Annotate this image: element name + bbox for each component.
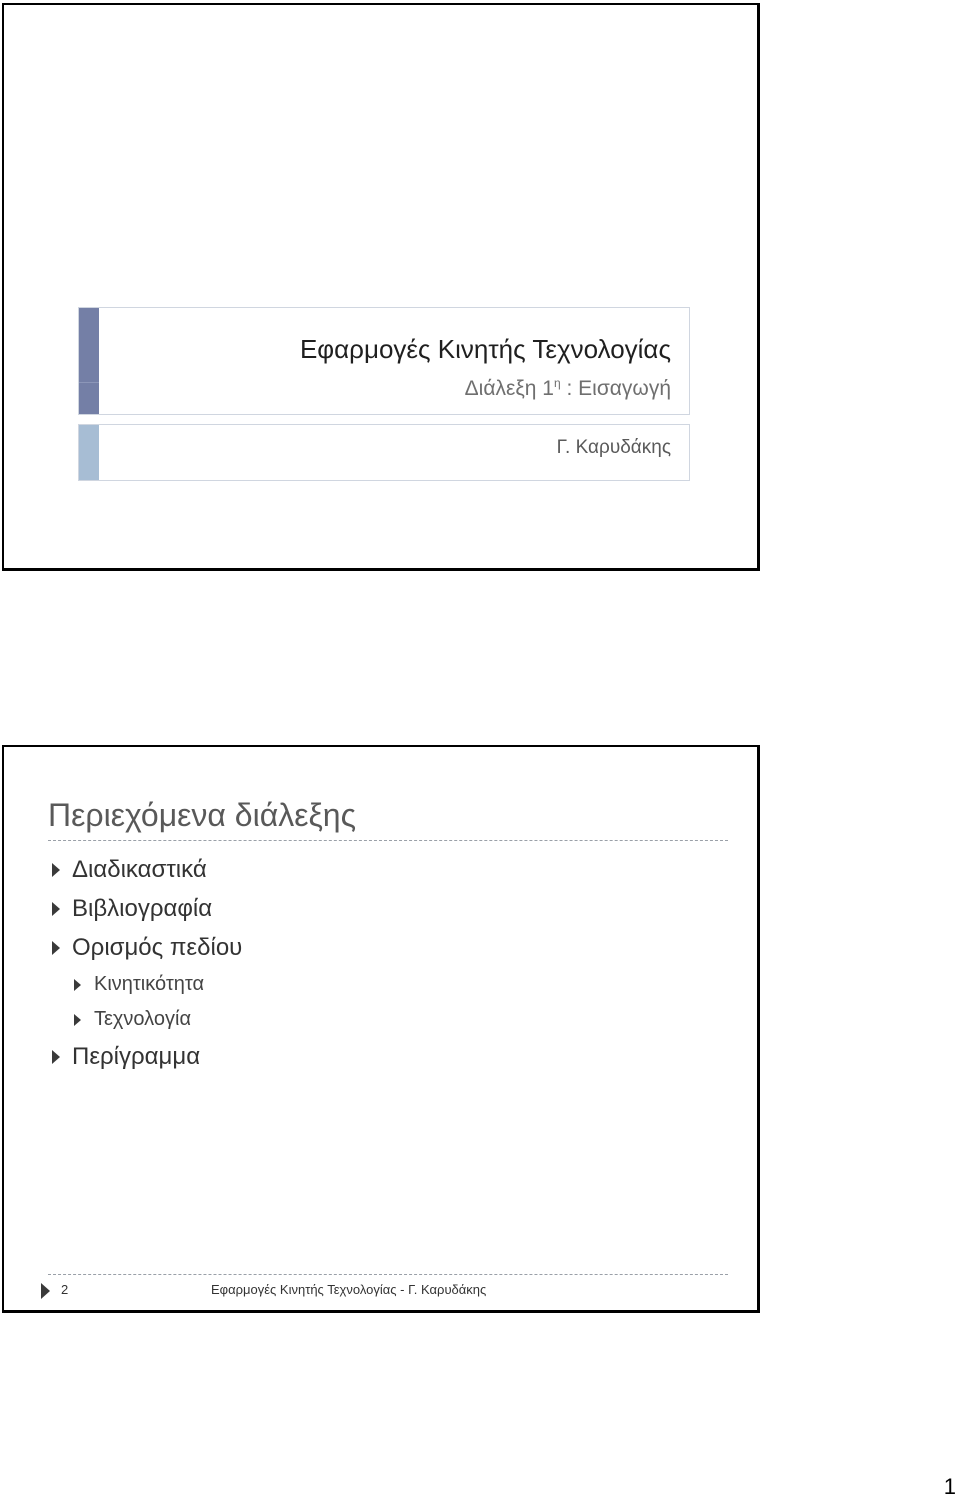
author-box	[78, 424, 690, 481]
bullet-label: Τεχνολογία	[94, 1008, 192, 1030]
title-accent-bar	[79, 308, 99, 414]
bullet-label: Ορισμός πεδίου	[72, 934, 243, 961]
bullet-label: Κινητικότητα	[94, 973, 205, 995]
sub-bullet-item	[48, 1002, 242, 1037]
bullet-arrow-icon	[52, 902, 60, 916]
bullet-item	[48, 928, 242, 967]
slide-title: Εφαρμογές Κινητής Τεχνολογίας	[299, 334, 671, 364]
slide-subtitle	[465, 376, 671, 401]
bullet-label: Διαδικαστικά	[72, 856, 207, 883]
author-name: Γ. Καρυδάκης	[556, 437, 671, 458]
bullet-item	[48, 1037, 242, 1076]
bullet-list	[48, 850, 242, 1076]
author-accent-bar	[79, 425, 99, 480]
sub-bullet-item	[48, 967, 242, 1002]
bullet-label: Βιβλιογραφία	[72, 895, 213, 922]
bullet-arrow-icon	[74, 979, 81, 991]
bullet-arrow-icon	[74, 1014, 81, 1026]
slide-1	[2, 3, 760, 571]
footer-text: Εφαρμογές Κινητής Τεχνολογίας - Γ. Καρυδάκης	[211, 1282, 487, 1297]
bullet-label: Περίγραμμα	[72, 1043, 201, 1070]
bullet-arrow-icon	[52, 863, 60, 877]
footer-arrow-icon	[41, 1283, 50, 1299]
page-number: 1	[943, 1474, 956, 1499]
slide-number: 2	[61, 1282, 69, 1297]
bullet-arrow-icon	[52, 941, 60, 955]
bullet-item	[48, 889, 242, 928]
bullet-arrow-icon	[52, 1050, 60, 1064]
slide-2	[2, 745, 760, 1313]
subtitle-main: Διάλεξη 1	[464, 377, 554, 400]
slide-title: Περιεχόμενα διάλεξης	[48, 797, 357, 833]
footer-divider	[48, 1274, 728, 1275]
title-box	[78, 307, 690, 415]
subtitle-sup: η	[553, 376, 561, 390]
bullet-item	[48, 850, 242, 889]
subtitle-rest: : Εισαγωγή	[560, 377, 671, 400]
title-divider	[48, 840, 728, 841]
